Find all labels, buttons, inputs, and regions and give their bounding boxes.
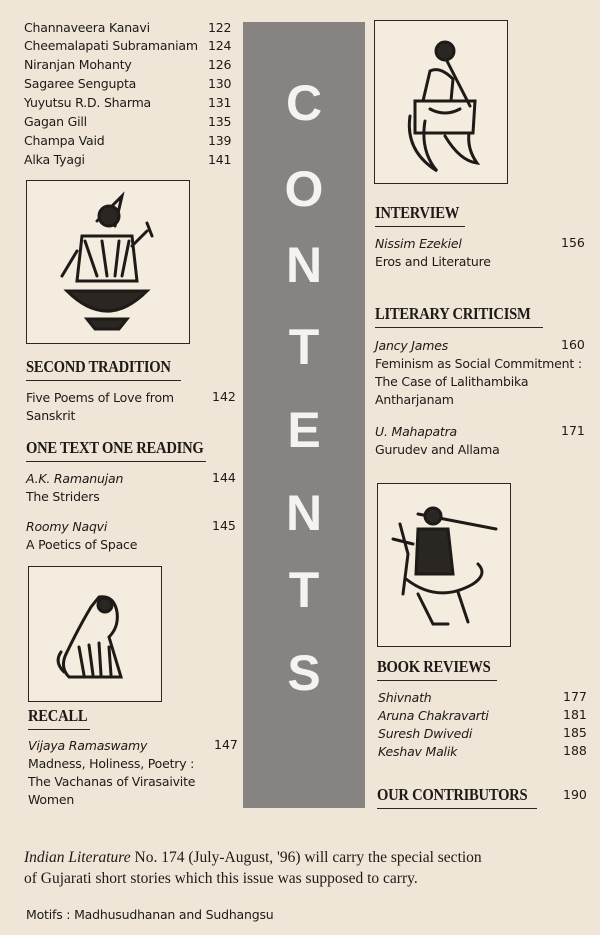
heading-underline [377,808,537,809]
contributor-entry: Yuyutsu R.D. Sharma [24,95,152,110]
page-number: 160 [561,337,585,352]
contributor-entry: Sagaree Sengupta [24,76,137,91]
entry-title: The Vachanas of Virasaivite [28,774,196,789]
page-number: 144 [212,470,236,485]
boat-figure-illustration [26,180,190,344]
section-heading: RECALL [28,706,88,725]
contributor-entry: Channaveera Kanavi [24,20,150,35]
entry-author: Vijaya Ramaswamy [28,738,148,753]
review-author: Shivnath [378,690,432,705]
heading-underline [28,729,90,730]
banner-letter: N [285,485,323,541]
section-heading: OUR CONTRIBUTORS [377,785,528,804]
entry-author: Roomy Naqvi [26,519,108,534]
banner-letter: N [285,237,323,293]
entry-title: The Striders [26,489,100,504]
entry-title: Feminism as Social Commitment : [375,356,582,371]
entry-title: The Case of Lalithambika [375,374,529,389]
page-number: 142 [212,389,236,404]
heading-underline [375,226,465,227]
entry-title: Antharjanam [375,392,454,407]
entry-title: Gurudev and Allama [375,442,500,457]
banner-letter: E [287,402,321,458]
contributor-entry: Cheemalapati Subramaniam [24,38,198,53]
heading-underline [26,380,181,381]
section-heading: SECOND TRADITION [26,357,171,376]
entry-title: Women [28,792,75,807]
contributor-entry: Alka Tyagi [24,152,85,167]
page-number: 124 [208,38,232,53]
moon-figure-illustration [374,20,508,184]
banner-letter: O [284,161,324,217]
motifs-credit: Motifs : Madhusudhanan and Sudhangsu [26,907,274,922]
seated-figure-illustration [28,566,162,702]
banner-letter: T [288,319,320,375]
entry-author: A.K. Ramanujan [26,471,124,486]
page-number: 141 [208,152,232,167]
page-number: 147 [214,737,238,752]
issue-note: Indian Literature No. 174 (July-August, '96) will carry the special section of Gujarati short stories which this issue was supposed to carry. [24,849,482,887]
page-number: 188 [563,743,587,758]
contributor-entry: Champa Vaid [24,133,105,148]
page-number: 171 [561,423,585,438]
section-heading: BOOK REVIEWS [377,657,491,676]
page-number: 145 [212,518,236,533]
page-number: 190 [563,787,587,802]
entry-title: Eros and Literature [375,254,491,269]
entry-title: Madness, Holiness, Poetry : [28,756,195,771]
page-number: 181 [563,707,587,722]
review-author: Keshav Malik [378,744,458,759]
section-heading: LITERARY CRITICISM [375,304,531,323]
contributor-entry: Niranjan Mohanty [24,57,132,72]
page-number: 139 [208,133,232,148]
page-number: 135 [208,114,232,129]
entry-title: Five Poems of Love from [26,390,174,405]
section-heading: ONE TEXT ONE READING [26,438,204,457]
moon-figure-icon [375,21,507,183]
banner-letter: C [285,75,323,131]
page-number: 122 [208,20,232,35]
contributor-entry: Gagan Gill [24,114,87,129]
entry-title: Sanskrit [26,408,76,423]
entry-author: Jancy James [375,338,449,353]
page-number: 177 [563,689,587,704]
contents-banner [243,22,365,808]
section-heading: INTERVIEW [375,203,460,222]
banner-letter: T [288,562,320,618]
heading-underline [26,461,206,462]
warrior-illustration [377,483,511,647]
entry-author: Nissim Ezekiel [375,236,462,251]
page-number: 131 [208,95,232,110]
seated-figure-icon [29,567,161,701]
review-author: Aruna Chakravarti [378,708,489,723]
entry-title: A Poetics of Space [26,537,138,552]
heading-underline [377,680,497,681]
heading-underline [375,327,543,328]
review-author: Suresh Dwivedi [378,726,473,741]
warrior-icon [378,484,510,646]
boat-figure-icon [27,181,189,343]
page-number: 130 [208,76,232,91]
page-number: 126 [208,57,232,72]
page-number: 156 [561,235,585,250]
banner-letter: S [287,645,321,701]
page-number: 185 [563,725,587,740]
journal-name: Indian Literature [24,849,131,866]
entry-author: U. Mahapatra [375,424,458,439]
